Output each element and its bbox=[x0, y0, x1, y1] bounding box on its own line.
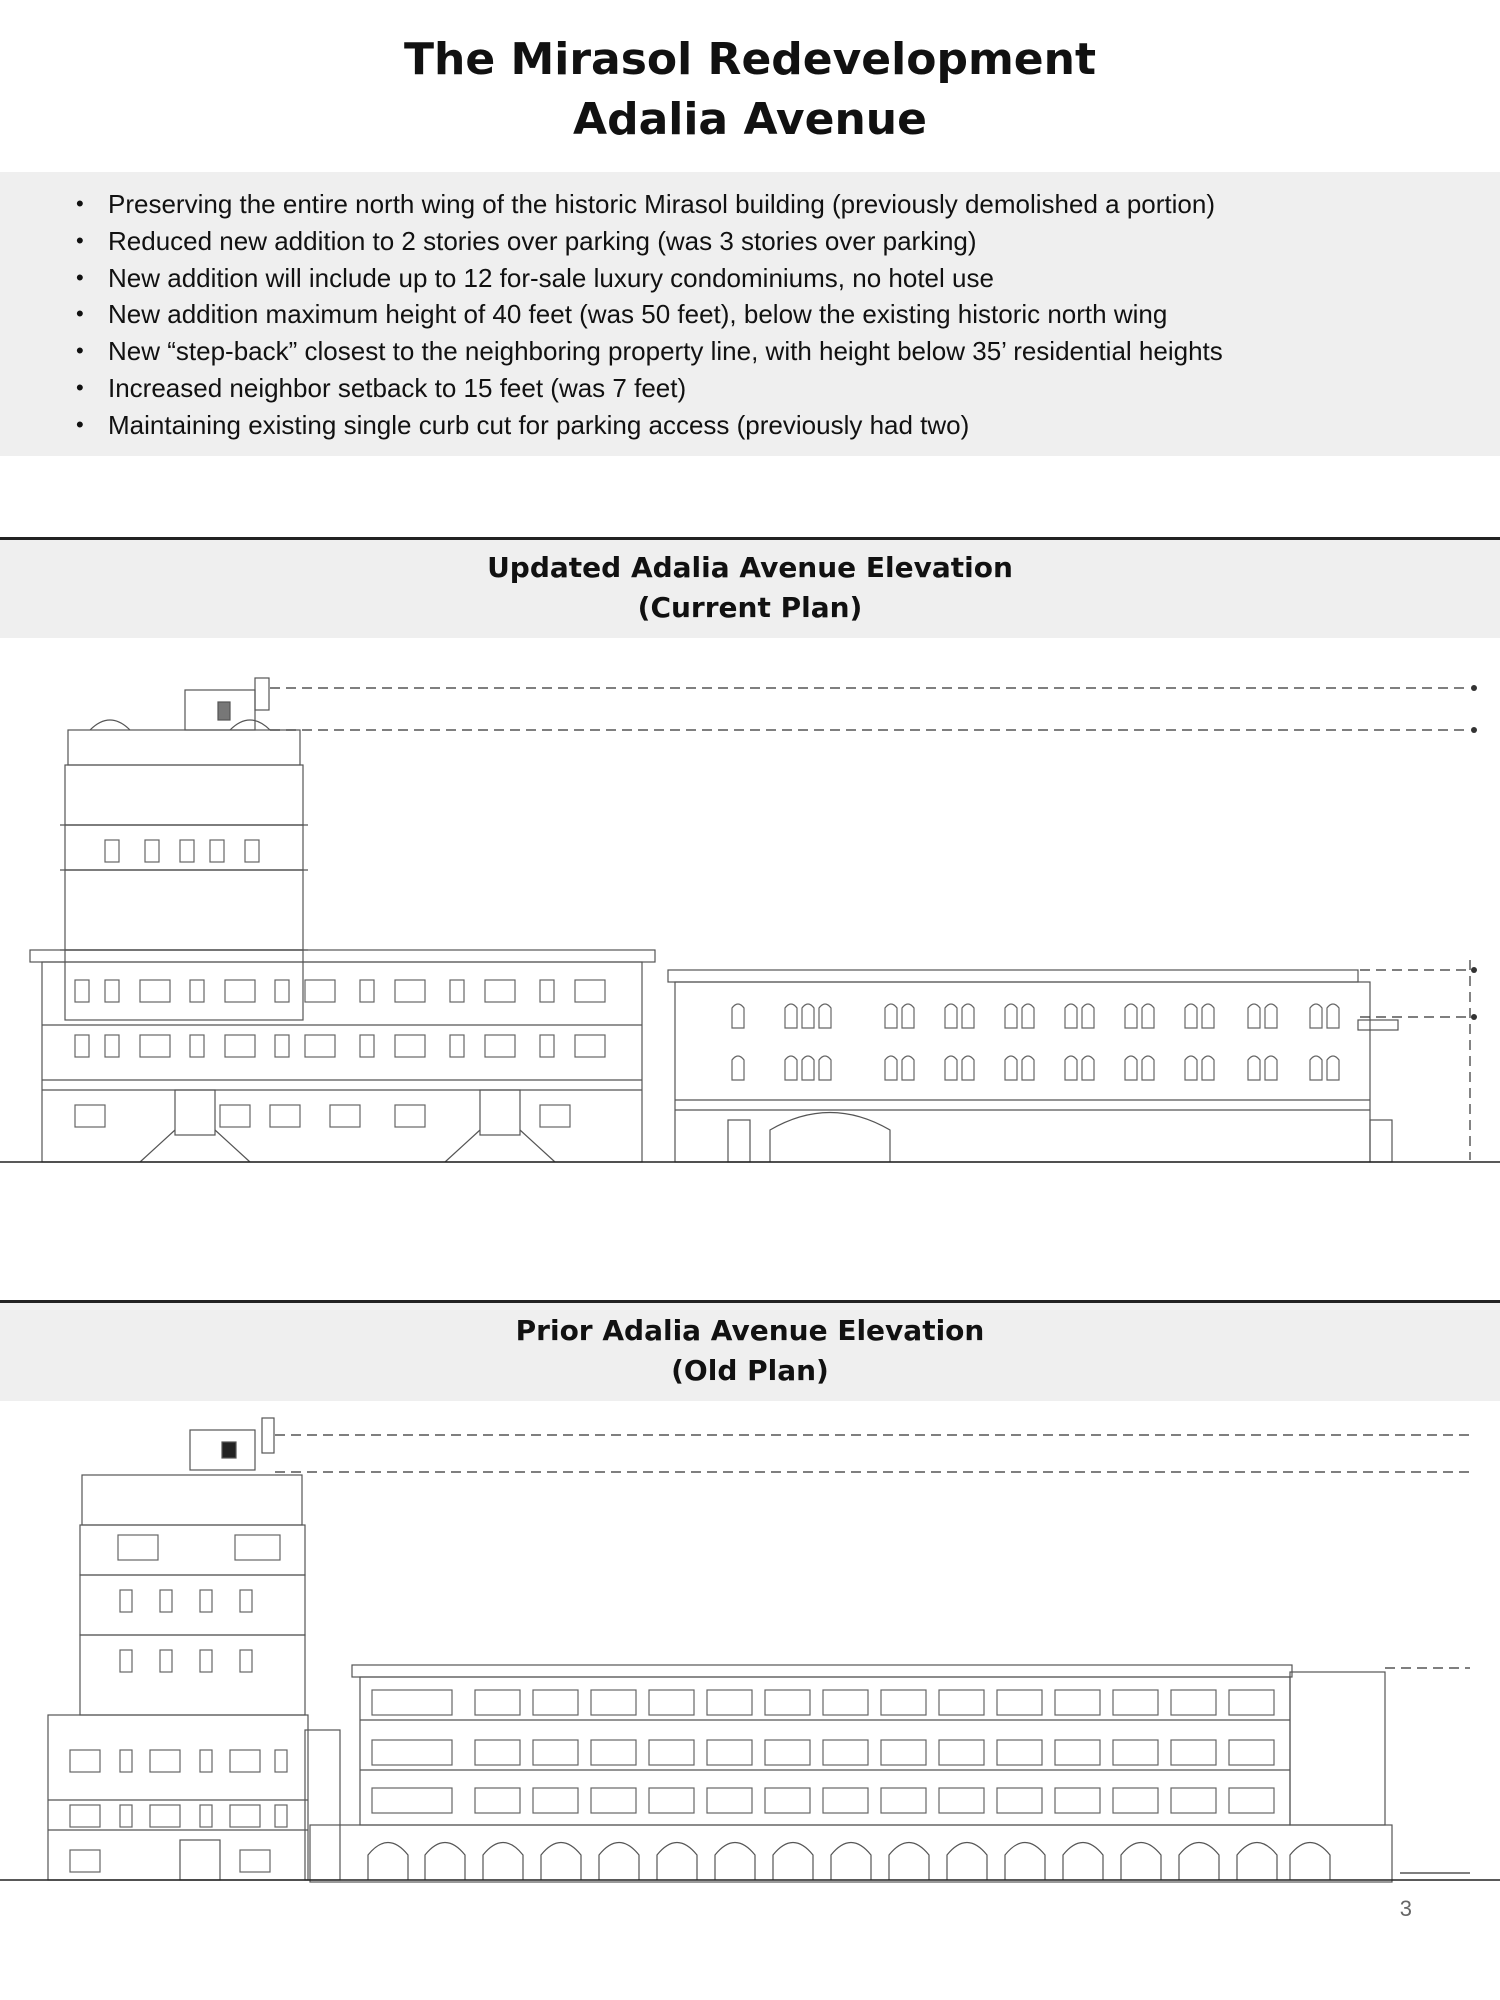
page-number: 3 bbox=[1399, 1896, 1412, 1921]
historic-building-current bbox=[60, 678, 308, 1020]
bullet-item: • Increased neighbor setback to 15 feet (was 7 feet) bbox=[108, 370, 1500, 407]
prior-plan-header bbox=[0, 1303, 1500, 1401]
bullet-item: • Maintaining existing single curb cut for parking access (previously had two) bbox=[108, 407, 1500, 444]
prior-plan-heading: Prior Adalia Avenue Elevation bbox=[515, 1314, 985, 1347]
bullet-item: • Reduced new addition to 2 stories over parking (was 3 stories over parking) bbox=[108, 223, 1500, 260]
new-addition-windows-current bbox=[732, 1004, 1339, 1080]
old-addition-balconies-prior bbox=[372, 1690, 1274, 1813]
historic-north-wing-current bbox=[30, 950, 655, 1162]
title-line-1: The Mirasol Redevelopment bbox=[403, 34, 1096, 85]
historic-windows-current bbox=[75, 840, 605, 1127]
bullet-item: • New “step-back” closest to the neighboring property line, with height below 35’ residential heights bbox=[108, 333, 1500, 370]
summary-bullet-list bbox=[0, 172, 1500, 444]
page-title bbox=[0, 30, 1500, 150]
current-plan-heading: Updated Adalia Avenue Elevation bbox=[487, 551, 1013, 584]
height-reference-lines-current bbox=[270, 688, 1470, 1160]
summary-bullet-box bbox=[0, 172, 1500, 456]
old-addition-prior bbox=[310, 1665, 1392, 1882]
new-addition-current bbox=[668, 970, 1398, 1162]
bullet-item: • New addition maximum height of 40 feet (was 50 feet), below the existing historic north wing bbox=[108, 296, 1500, 333]
old-garage-arches-prior bbox=[368, 1843, 1330, 1881]
bullet-item: • Preserving the entire north wing of the historic Mirasol building (previously demolished a portion) bbox=[108, 186, 1500, 223]
bullet-item: • New addition will include up to 12 for-sale luxury condominiums, no hotel use bbox=[108, 260, 1500, 297]
prior-plan-elevation-drawing bbox=[0, 1410, 1500, 1890]
prior-plan-subheading: (Old Plan) bbox=[671, 1354, 829, 1387]
historic-windows-prior bbox=[70, 1535, 287, 1872]
height-reference-lines-prior bbox=[275, 1435, 1470, 1668]
title-line-2: Adalia Avenue bbox=[573, 94, 927, 145]
current-plan-header bbox=[0, 540, 1500, 638]
historic-building-prior bbox=[48, 1418, 340, 1880]
current-plan-subheading: (Current Plan) bbox=[637, 591, 863, 624]
current-plan-elevation-drawing bbox=[0, 660, 1500, 1170]
